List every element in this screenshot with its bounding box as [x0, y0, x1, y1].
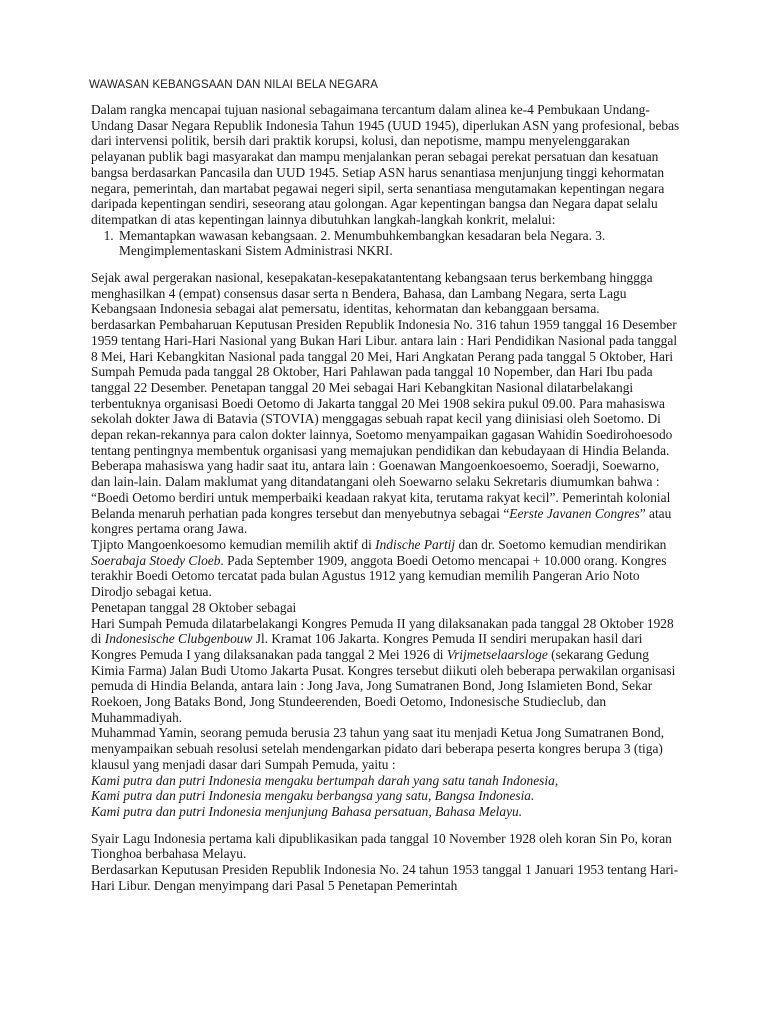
paragraph-sumpah-pemuda: [91, 616, 681, 726]
italic-term-stoedy-cloeb: Soerabaja Stoedy Cloeb: [91, 552, 221, 568]
paragraph-consensus: Sejak awal pergerakan nasional, kesepakatan-kesepakatantentang kebangsaan terus berkembang hinggga menghasilkan 4 (empat) consensus dasar serta n Bendera, Bahasa, dan Lambang Negara, serta Lagu Kebangsaan Indonesia sebagai alat pemersatu, identitas, kehormatan dan kebanggaan bersama.: [91, 270, 653, 317]
text-span: . Pada September 1909, anggota Boedi Oetomo mencapai + 10.000 orang. Kongres terakhir Boedi Oetomo tercatat pada bulan Agustus 1912 yang kemudian memilih Pangeran Ario Noto Dirodjo sebagai ketua.: [91, 552, 667, 600]
paragraph-national-days-end: ” atau kongres pertama orang Jawa.: [91, 505, 672, 537]
text-span: (sekarang Gedung Kimia Farma) Jalan Budi Utomo Jakarta Pusat. Kongres tersebut diikuti oleh beberapa perwakilan organisasi pemuda di Hindia Belanda, antara lain : Jong Java, Jong Sumatranen Bond, Jong Islamieten Bond, Sekar Roekoen, Jong Bataks Bond, Jong Stundeerenden, Boedi Oetomo, Indonesische Studieclub, dan Muhammadiyah.: [91, 646, 676, 725]
paragraph-lagu-indonesia: Syair Lagu Indonesia pertama kali dipublikasikan pada tanggal 10 November 1928 oleh koran Sin Po, koran Tionghoa berbahasa Melayu.: [91, 830, 672, 862]
paragraph-national-days: [91, 317, 681, 537]
text-span: Jl. Kramat 106 Jakarta. Kongres Pemuda II sendiri merupakan hasil dari Kongres Pemuda I yang dilaksanakan pada tanggal 2 Mei 1926 di: [91, 631, 643, 662]
paragraph-boedi-oetomo: [91, 537, 681, 600]
oath-line: Kami putra dan putri Indonesia mengaku berbangsa yang satu, Bangsa Indonesia.: [91, 788, 535, 804]
steps-list: [91, 228, 681, 259]
document-heading: WAWASAN KEBANGSAAN DAN NILAI BELA NEGARA: [89, 79, 379, 91]
paragraph-oktober: Penetapan tanggal 28 Oktober sebagai: [91, 599, 297, 615]
document-page: [91, 78, 681, 893]
oath-line: Kami putra dan putri Indonesia mengaku bertumpah darah yang satu tanah Indonesia,: [91, 772, 559, 788]
text-span: Tjipto Mangoenkoesomo kemudian memilih aktif di: [91, 536, 376, 552]
paragraph-intro: Dalam rangka mencapai tujuan nasional sebagaimana tercantum dalam alinea ke-4 Pembukaan Undang-Undang Dasar Negara Republik Indonesia Tahun 1945 (UUD 1945), diperlukan ASN yang profesional, bebas dari intervensi politik, bersih dari praktik korupsi, kolusi, dan nepotisme, mampu menyelenggarakan pelayanan publik bagi masyarakat dan mampu menjalankan peran sebagai perekat persatuan dan kesatuan bangsa berdasarkan Pancasila dan UUD 1945. Setiap ASN harus senantiasa menjunjung tinggi kehormatan negara, pemerintah, dan martabat pegawai negeri sipil, serta senantiasa mengutamakan kepentingan negara daripada kepentingan sendiri, seseorang atau golongan. Agar kepentingan bangsa dan Negara dapat selalu ditempatkan di atas kepentingan lainnya dibutuhkan langkah-langkah konkrit, melalui:: [91, 102, 680, 227]
paragraph-yamin: Muhammad Yamin, seorang pemuda berusia 23 tahun yang saat itu menjadi Ketua Jong Sumatranen Bond, menyampaikan sebuah resolusi setelah mendengarkan pidato dari beberapa peserta kongres berupa 3 (tiga) klausul yang menjadi dasar dari Sumpah Pemuda, yaitu :: [91, 725, 665, 772]
text-span: dan dr. Soetomo kemudian mendirikan: [455, 536, 667, 552]
spacer: [91, 820, 681, 831]
paragraph-keputusan-1953: Berdasarkan Keputusan Presiden Republik Indonesia No. 24 tahun 1953 tanggal 1 Januari 1953 tentang Hari-Hari Libur. Dengan menyimpang dari Pasal 5 Penetapan Pemerintah: [91, 862, 679, 893]
oath-line: Kami putra dan putri Indonesia menjunjung Bahasa persatuan, Bahasa Melayu.: [91, 803, 523, 819]
italic-term-congres: Eerste Javanen Congres: [509, 505, 640, 521]
italic-term-clubgenbouw: Indonesische Clubgenbouw: [104, 631, 253, 647]
italic-term-indische-partij: Indische Partij: [375, 536, 456, 552]
paragraph-national-days-text: berdasarkan Pembaharuan Keputusan Presiden Republik Indonesia No. 316 tahun 1959 tanggal 16 Desember 1959 tentang Hari-Hari Nasional yang Bukan Hari Libur. antara lain : Hari Pendidikan Nasional pada tanggal 8 Mei, Hari Kebangkitan Nasional pada tanggal 20 Mei, Hari Angkatan Perang pada tanggal 5 Oktober, Hari Sumpah Pemuda pada tanggal 28 Oktober, Hari Pahlawan pada tanggal 10 Nopember, dan Hari Ibu pada tanggal 22 Desember. Penetapan tanggal 20 Mei sebagai Hari Kebangkitan Nasional dilatarbelakangi terbentuknya organisasi Boedi Oetomo di Jakarta tanggal 20 Mei 1908 sekira pukul 09.00. Para mahasiswa sekolah dokter Jawa di Batavia (STOVIA) menggagas sebuah rapat kecil yang diinisiasi oleh Soetomo. Di depan rekan-rekannya para calon dokter lainnya, Soetomo menyampaikan gagasan Wahidin Soedirohoesodo tentang pentingnya membentuk organisasi yang memajukan pendidikan dan kebudayaan di Hindia Belanda. Beberapa mahasiswa yang hadir saat itu, antara lain : Goenawan Mangoenkoesoemo, Soeradji, Soewarno, dan lain-lain. Dalam maklumat yang ditandatangani oleh Soewarno selaku Sekretaris diumumkan bahwa : “Boedi Oetomo berdiri untuk memperbaiki keadaan rakyat kita, terutama rakyat kecil”. Pemerintah kolonial Belanda menaruh perhatian pada kongres tersebut dan menyebutnya sebagai “: [91, 317, 678, 521]
spacer: [91, 259, 681, 270]
italic-term-vrijmetselaarsloge: Vrijmetselaarsloge: [446, 646, 548, 662]
text-span: Hari Sumpah Pemuda dilatarbelakangi Kongres Pemuda II yang dilaksanakan pada tanggal 28 Oktober 1928 di: [91, 615, 674, 647]
list-item: 1. Memantapkan wawasan kebangsaan. 2. Menumbuhkembangkan kesadaran bela Negara. 3. Mengimplementaskani Sistem Administrasi NKRI.: [117, 228, 681, 259]
